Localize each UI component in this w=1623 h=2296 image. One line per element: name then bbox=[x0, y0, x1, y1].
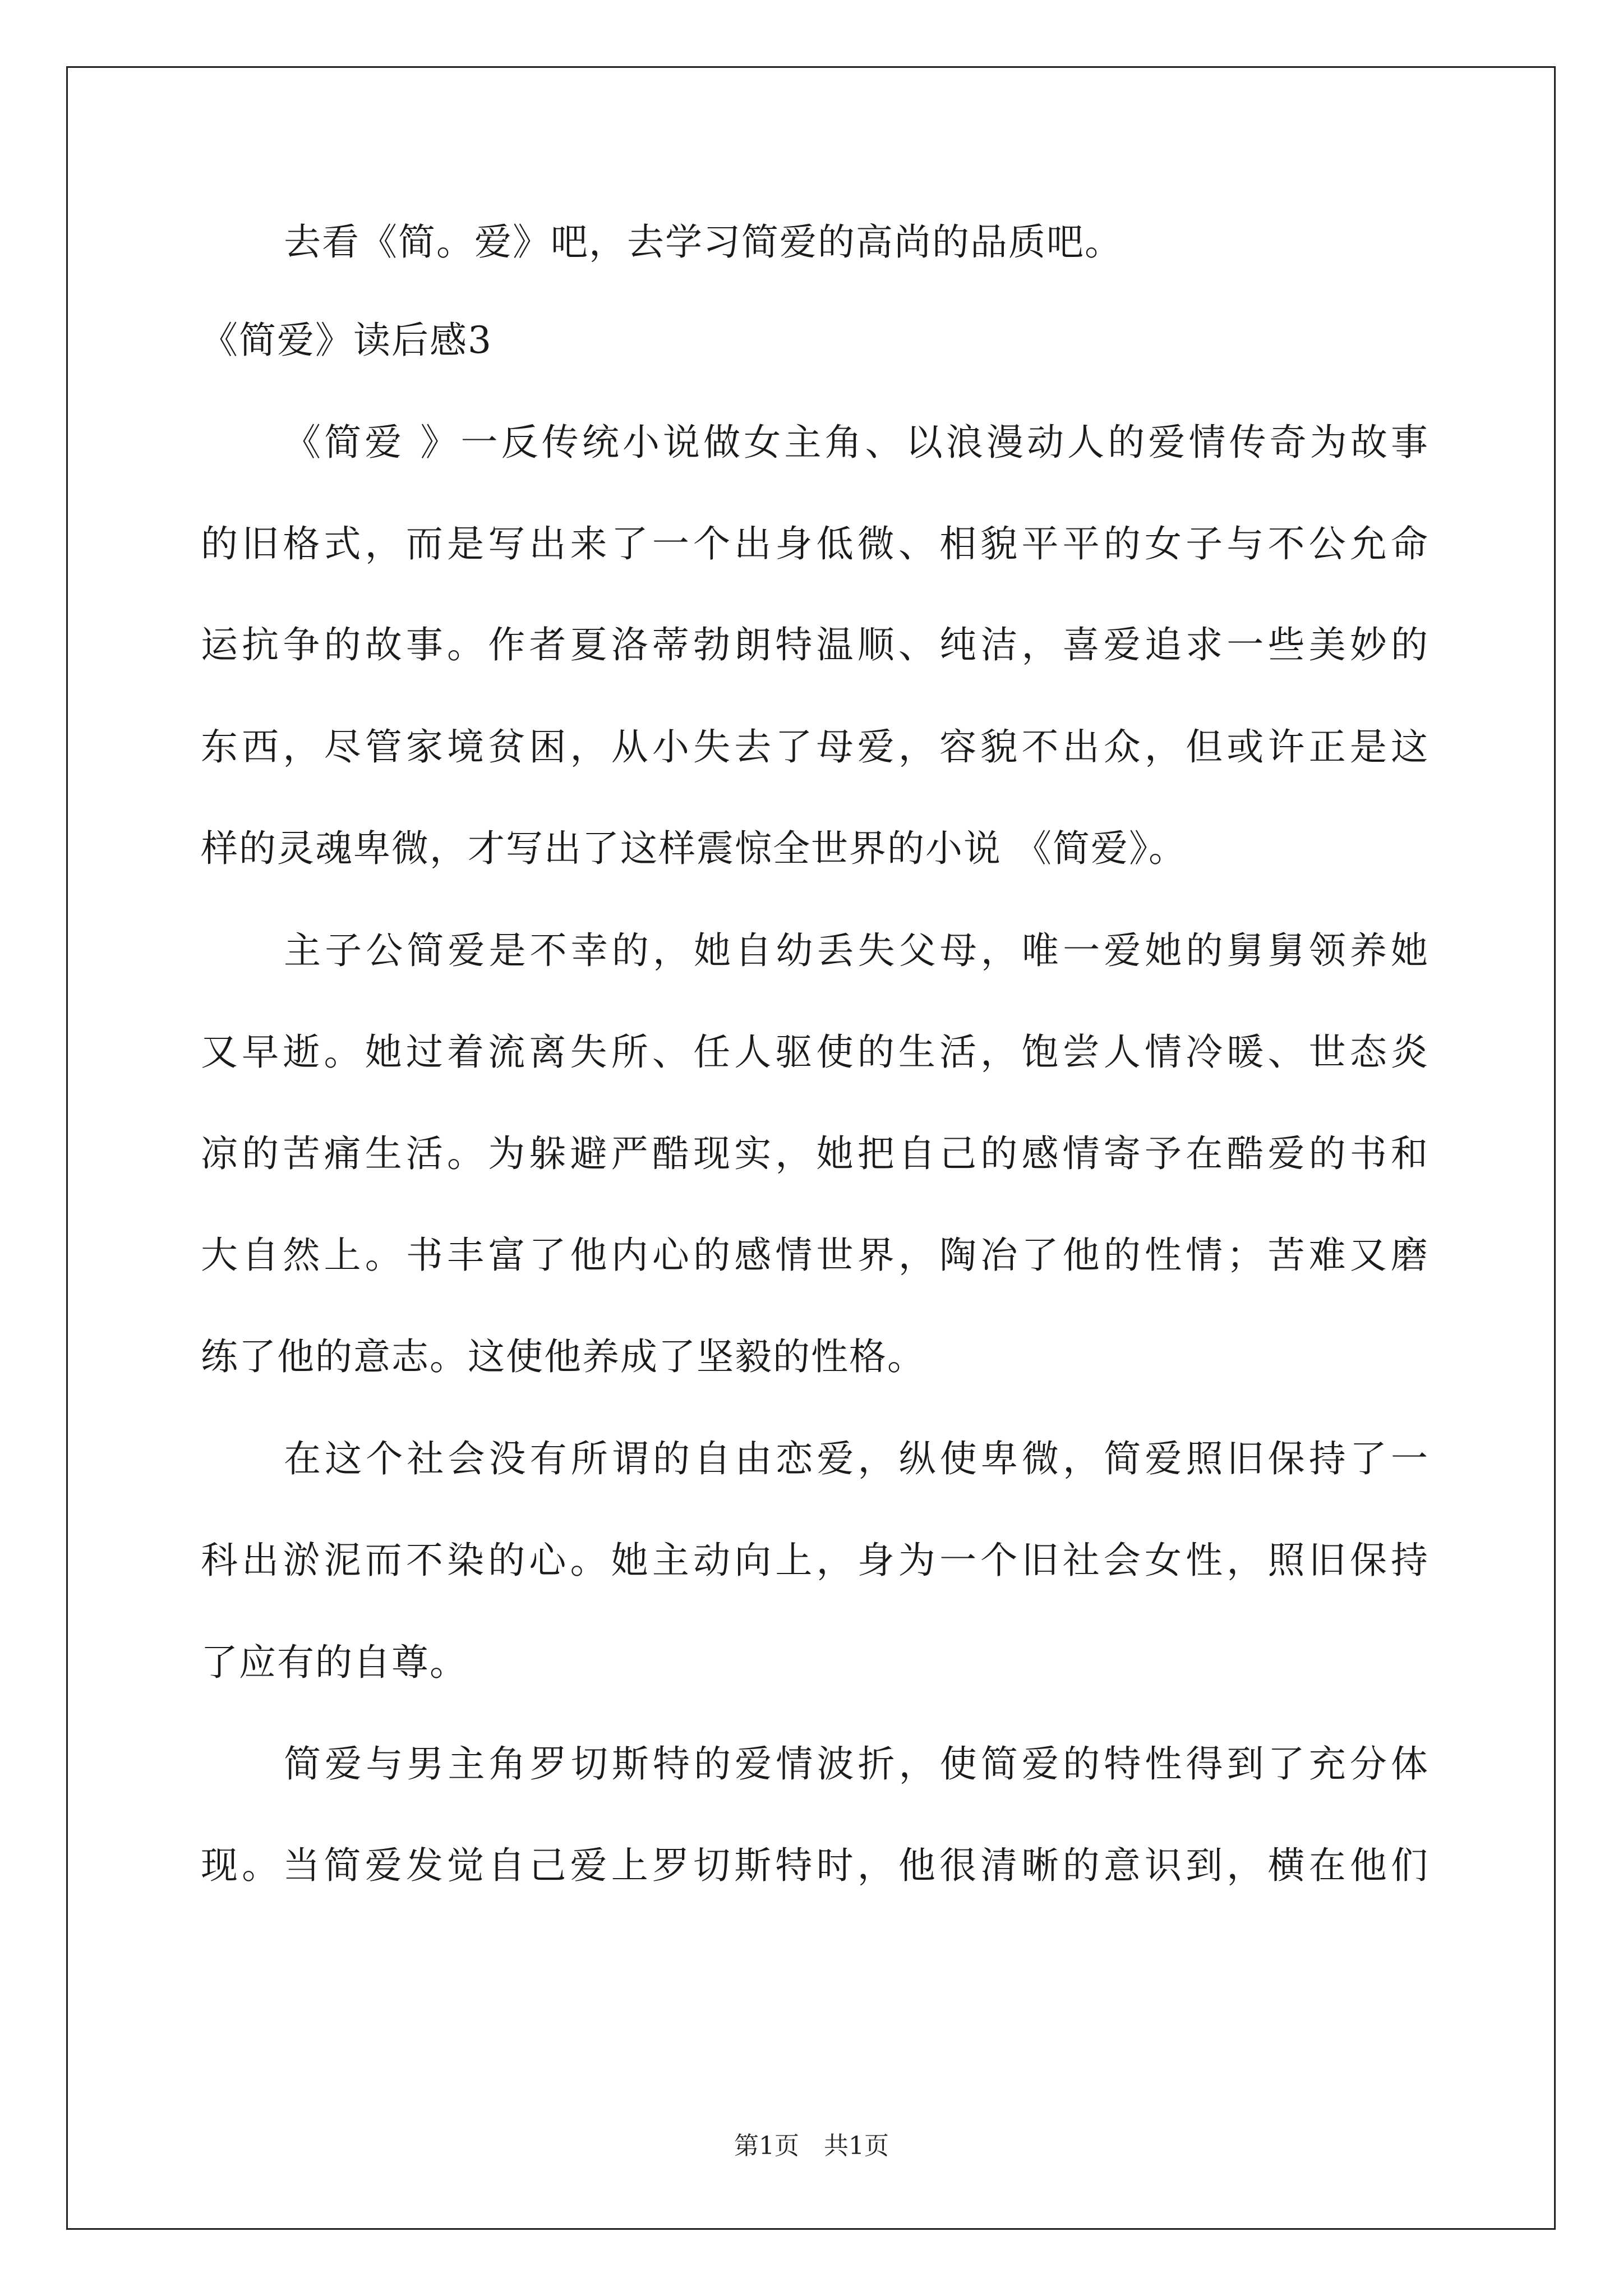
text-line: 现。当简爱发觉自己爱上罗切斯特时，他很清晰的意识到，横在他们 bbox=[201, 1844, 1429, 1887]
page-number-footer: 第1页 共1页 bbox=[734, 2132, 889, 2160]
section-heading: 《简爱》读后感3 bbox=[201, 319, 492, 362]
text-line: 凉的苦痛生活。为躲避严酷现实，她把自己的感情寄予在酷爱的书和 bbox=[201, 1132, 1429, 1175]
text-line: 运抗争的故事。作者夏洛蒂勃朗特温顺、纯洁，喜爱追求一些美妙的 bbox=[201, 623, 1429, 666]
text-line: 东西，尽管家境贫困，从小失去了母爱，容貌不出众，但或许正是这 bbox=[201, 725, 1429, 769]
text-line: 在这个社会没有所谓的自由恋爱，纵使卑微，简爱照旧保持了一 bbox=[284, 1437, 1429, 1480]
text-line: 了应有的自尊。 bbox=[201, 1641, 468, 1684]
text-line: 大自然上。书丰富了他内心的感情世界，陶冶了他的性情；苦难又磨 bbox=[201, 1234, 1429, 1277]
text-line: 去看《简。爱》吧，去学习简爱的高尚的品质吧。 bbox=[284, 220, 1123, 264]
text-line: 又早逝。她过着流离失所、任人驱使的生活，饱尝人情冷暖、世态炎 bbox=[201, 1030, 1429, 1074]
text-line: 样的灵魂卑微，才写出了这样震惊全世界的小说 《简爱》。 bbox=[201, 827, 1187, 870]
text-line: 的旧格式，而是写出来了一个出身低微、相貌平平的女子与不公允命 bbox=[201, 522, 1429, 565]
text-line: 主子公简爱是不幸的，她自幼丢失父母，唯一爱她的舅舅领养她 bbox=[284, 929, 1429, 972]
text-line: 练了他的意志。这使他养成了坚毅的性格。 bbox=[201, 1335, 925, 1378]
text-line: 《简爱 》一反传统小说做女主角、以浪漫动人的爱情传奇为故事 bbox=[284, 421, 1429, 464]
text-line: 简爱与男主角罗切斯特的爱情波折，使简爱的特性得到了充分体 bbox=[284, 1742, 1429, 1786]
text-line: 科出淤泥而不染的心。她主动向上，身为一个旧社会女性，照旧保持 bbox=[201, 1539, 1429, 1582]
